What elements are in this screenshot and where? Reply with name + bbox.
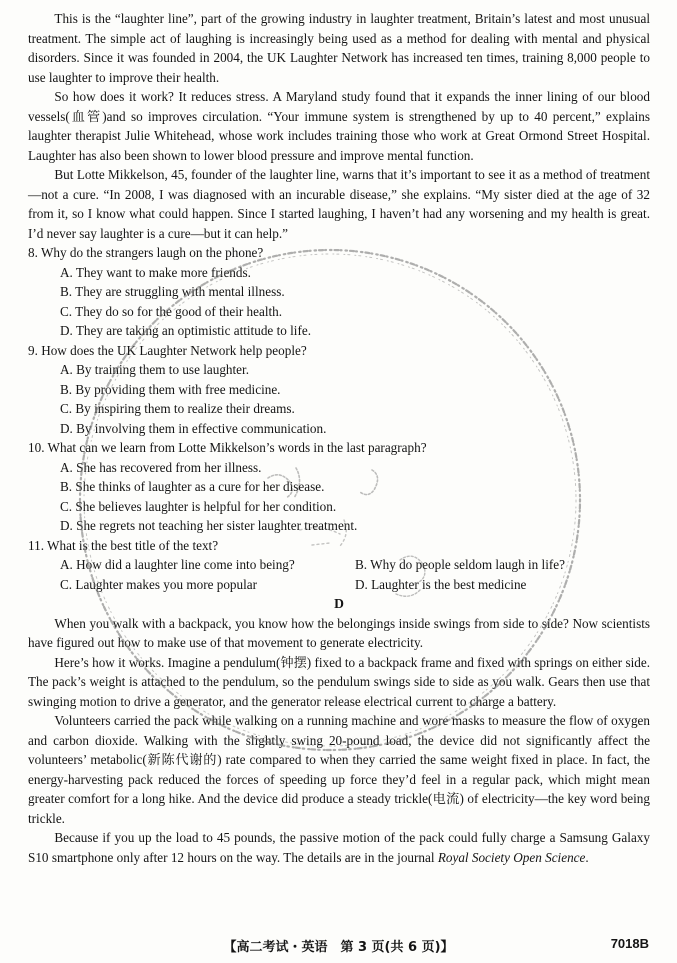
option-d: D. Laughter is the best medicine	[355, 576, 527, 592]
option-d: D. They are taking an optimistic attitude to life.	[60, 323, 311, 338]
journal-name: Royal Society Open Science	[437, 849, 586, 865]
footer-paper-code: 7018B	[610, 936, 649, 951]
options-row-2	[28, 575, 650, 595]
passage-d-paragraph-4	[28, 828, 650, 867]
passage-c-paragraph-1: This is the “laughter line”, part of the growing industry in laughter treatment, Britain’s latest and most unusual treatment. The simple act of laughing is increasingly being used as a method for dealing with mental and physical disorders. Since it was founded in 2004, the UK Laughter Network has increased ten times, training 8,000 people to use laughter to improve their health.	[28, 11, 650, 85]
question-8	[28, 243, 650, 341]
reading-content	[28, 9, 650, 867]
footer-page-info: 【高二考试・英语 第 3 页(共 6 页)】	[223, 940, 454, 955]
question-11	[28, 536, 650, 595]
question-10	[28, 438, 650, 536]
paragraph-end: .	[585, 849, 589, 865]
page-footer	[0, 934, 677, 956]
option-b: B. They are struggling with mental illness.	[60, 284, 285, 299]
option-d: D. She regrets not teaching her sister laughter treatment.	[60, 518, 358, 533]
question-stem: 11. What is the best title of the text?	[28, 537, 219, 553]
question-stem: 9. How does the UK Laughter Network help people?	[28, 342, 307, 358]
options-row-1	[28, 555, 650, 575]
option-c: C. They do so for the good of their health.	[60, 303, 283, 319]
question-9	[28, 341, 650, 439]
option-c: C. She believes laughter is helpful for her condition.	[60, 498, 337, 514]
option-c: C. Laughter makes you more popular	[60, 576, 258, 592]
option-b: B. Why do people seldom laugh in life?	[355, 557, 565, 572]
option-b: B. By providing them with free medicine.	[60, 381, 281, 397]
option-a: A. They want to make more friends.	[60, 264, 251, 280]
paragraph-text: Because if you up the load to 45 pounds, the passive motion of the pack could fully charge a Samsung Galaxy S10 smartphone only after 12 hours on the way. The details are in the journal	[28, 830, 650, 865]
passage-c-paragraph-2: So how does it work? It reduces stress. A Maryland study found that it expands the inner lining of our blood vessels(血管)and so improves circulation. “Your immune system is strengthened by up to 40 percent,” explains laughter therapist Julie Whitehead, whose work includes training those who work at Great Ormond Street Hospital. Laughter has also been shown to lower blood pressure and improve mental function.	[28, 89, 650, 163]
option-a: A. How did a laughter line come into being?	[60, 557, 295, 572]
option-a: A. She has recovered from her illness.	[60, 459, 262, 475]
passage-c-paragraph-3: But Lotte Mikkelson, 45, founder of the laughter line, warns that it’s important to see it as a method of treatment—not a cure. “In 2008, I was diagnosed with an incurable disease,” she explains. “My sister died at the age of 32 from it, so I know what could happen. Since I started laughing, I haven’t had any worsening and my health is great. I’d never say laughter is a cure—but it can help.”	[28, 167, 650, 241]
passage-d-paragraph-3: Volunteers carried the pack while walking on a running machine and wore masks to measure the flow of oxygen and carbon dioxide. Walking with the slightly swing 20-pound load, the device did not significantly affect the volunteers’ metabolic(新陈代谢的) rate compared to when they carried the same weight fixed in place. In fact, the energy-harvesting pack reduced the forces of speeding up force they’d feel in a regular pack, which might mean greater comfort for a long hike. And the device did produce a steady trickle(电流) of electricity—the key word being trickle.	[28, 713, 650, 826]
section-d-heading: D	[334, 596, 344, 611]
question-stem: 8. Why do the strangers laugh on the phone?	[28, 245, 264, 260]
option-a: A. By training them to use laughter.	[60, 362, 249, 377]
option-d: D. By involving them in effective communication.	[60, 420, 327, 436]
passage-d-paragraph-1: When you walk with a backpack, you know how the belongings inside swings from side to side? Now scientists have figured out how to make use of that movement to generate electricity.	[28, 615, 650, 650]
option-c: C. By inspiring them to realize their dreams.	[60, 401, 295, 416]
option-b: B. She thinks of laughter as a cure for her disease.	[60, 479, 325, 494]
passage-d-paragraph-2: Here’s how it works. Imagine a pendulum(钟摆) fixed to a backpack frame and fixed with springs on either side. The pack’s weight is attached to the pendulum, so the pendulum swings side to side as you walk. Gears then use that swinging motion to drive a generator, and the generator release electrical current to charge a battery.	[28, 654, 650, 709]
question-stem: 10. What can we learn from Lotte Mikkelson’s words in the last paragraph?	[28, 440, 427, 455]
